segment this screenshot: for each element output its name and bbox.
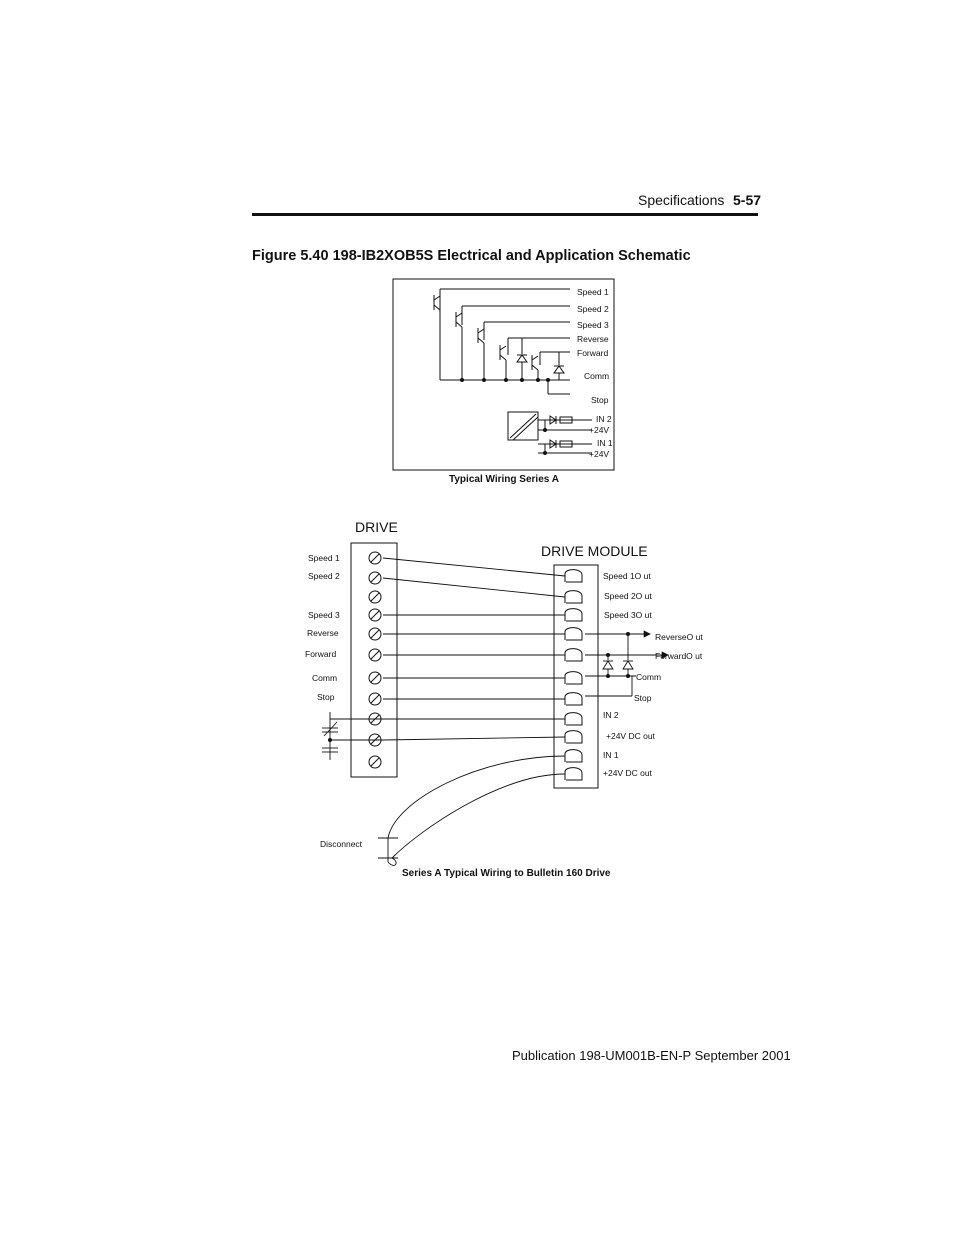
module-label-in1: IN 1 [603, 750, 619, 760]
drive-terminal-screw [369, 628, 381, 640]
drive-label-speed3: Speed 3 [308, 610, 340, 620]
drive-terminal-screw [369, 552, 381, 564]
module-label-stop: Stop [634, 693, 652, 703]
module-terminal-clip [565, 649, 582, 661]
module-label-24v-dc-2: +24V DC out [603, 768, 652, 778]
a-label-reverse: Reverse [577, 334, 609, 344]
a-label-speed3: Speed 3 [577, 320, 609, 330]
module-label-speed3out: Speed 3O ut [604, 610, 652, 620]
drive-terminal-screw [369, 649, 381, 661]
disconnect-label: Disconnect [320, 839, 363, 849]
module-terminal-strip [554, 565, 598, 788]
drive-terminal-screw [369, 572, 381, 584]
a-label-forward: Forward [577, 348, 609, 358]
module-terminal-clip [565, 713, 582, 725]
drive-label-speed2: Speed 2 [308, 571, 340, 581]
drive-terminal-screw [369, 591, 381, 603]
a-label-in2: IN 2 [596, 414, 612, 424]
module-terminal-clip [565, 693, 582, 705]
a-label-comm: Comm [584, 371, 610, 381]
drive-terminal-screw [369, 609, 381, 621]
drive-label-reverse: Reverse [307, 628, 339, 638]
schematic-a-junctions [460, 378, 550, 455]
drive-module-title: DRIVE MODULE [541, 543, 648, 559]
module-terminal-clip [565, 628, 582, 640]
drive-terminal-screw [369, 672, 381, 684]
module-label-forwardout: ForwardO ut [655, 651, 703, 661]
a-label-stop: Stop [591, 395, 609, 405]
module-terminal-clip [565, 731, 582, 743]
a-label-24v-1: +24V [589, 425, 610, 435]
footer-publication: Publication 198-UM001B-EN-P September 2001 [512, 1048, 791, 1063]
module-label-24v-dc-1: +24V DC out [606, 731, 655, 741]
drive-label-stop: Stop [317, 692, 335, 702]
module-terminal-clip [565, 672, 582, 684]
module-terminal-clip [565, 768, 582, 780]
module-terminal-clip [565, 570, 582, 582]
wiring-junctions [328, 632, 630, 742]
module-label-reverseout: ReverseO ut [655, 632, 703, 642]
schematic-b-titles [355, 519, 648, 559]
module-label-comm: Comm [636, 672, 662, 682]
drive-terminal-strip [351, 543, 397, 777]
drive-labels [305, 553, 340, 702]
a-label-in1: IN 1 [597, 438, 613, 448]
caption-series-b: Series A Typical Wiring to Bulletin 160 Drive [402, 868, 611, 879]
drive-terminal-screw [369, 693, 381, 705]
header-section: Specifications [638, 192, 725, 208]
drive-terminal-screw [369, 756, 381, 768]
module-terminal-clip [565, 750, 582, 762]
drive-label-speed1: Speed 1 [308, 553, 340, 563]
module-terminal-clip [565, 609, 582, 621]
drive-title: DRIVE [355, 519, 398, 535]
module-label-speed1out: Speed 1O ut [603, 571, 651, 581]
drive-label-comm: Comm [312, 673, 338, 683]
figure-title: Figure 5.40 198-IB2XOB5S Electrical and Application Schematic [252, 248, 691, 264]
caption-series-a: Typical Wiring Series A [449, 474, 559, 485]
a-label-speed2: Speed 2 [577, 304, 609, 314]
module-label-speed2out: Speed 2O ut [604, 591, 652, 601]
a-label-24v-2: +24V [589, 449, 610, 459]
drive-label-forward: Forward [305, 649, 337, 659]
module-terminal-clip [565, 591, 582, 603]
schematic-a-labels [577, 287, 613, 459]
a-label-speed1: Speed 1 [577, 287, 609, 297]
header-page-number: 5-57 [733, 192, 762, 208]
module-label-in2: IN 2 [603, 710, 619, 720]
